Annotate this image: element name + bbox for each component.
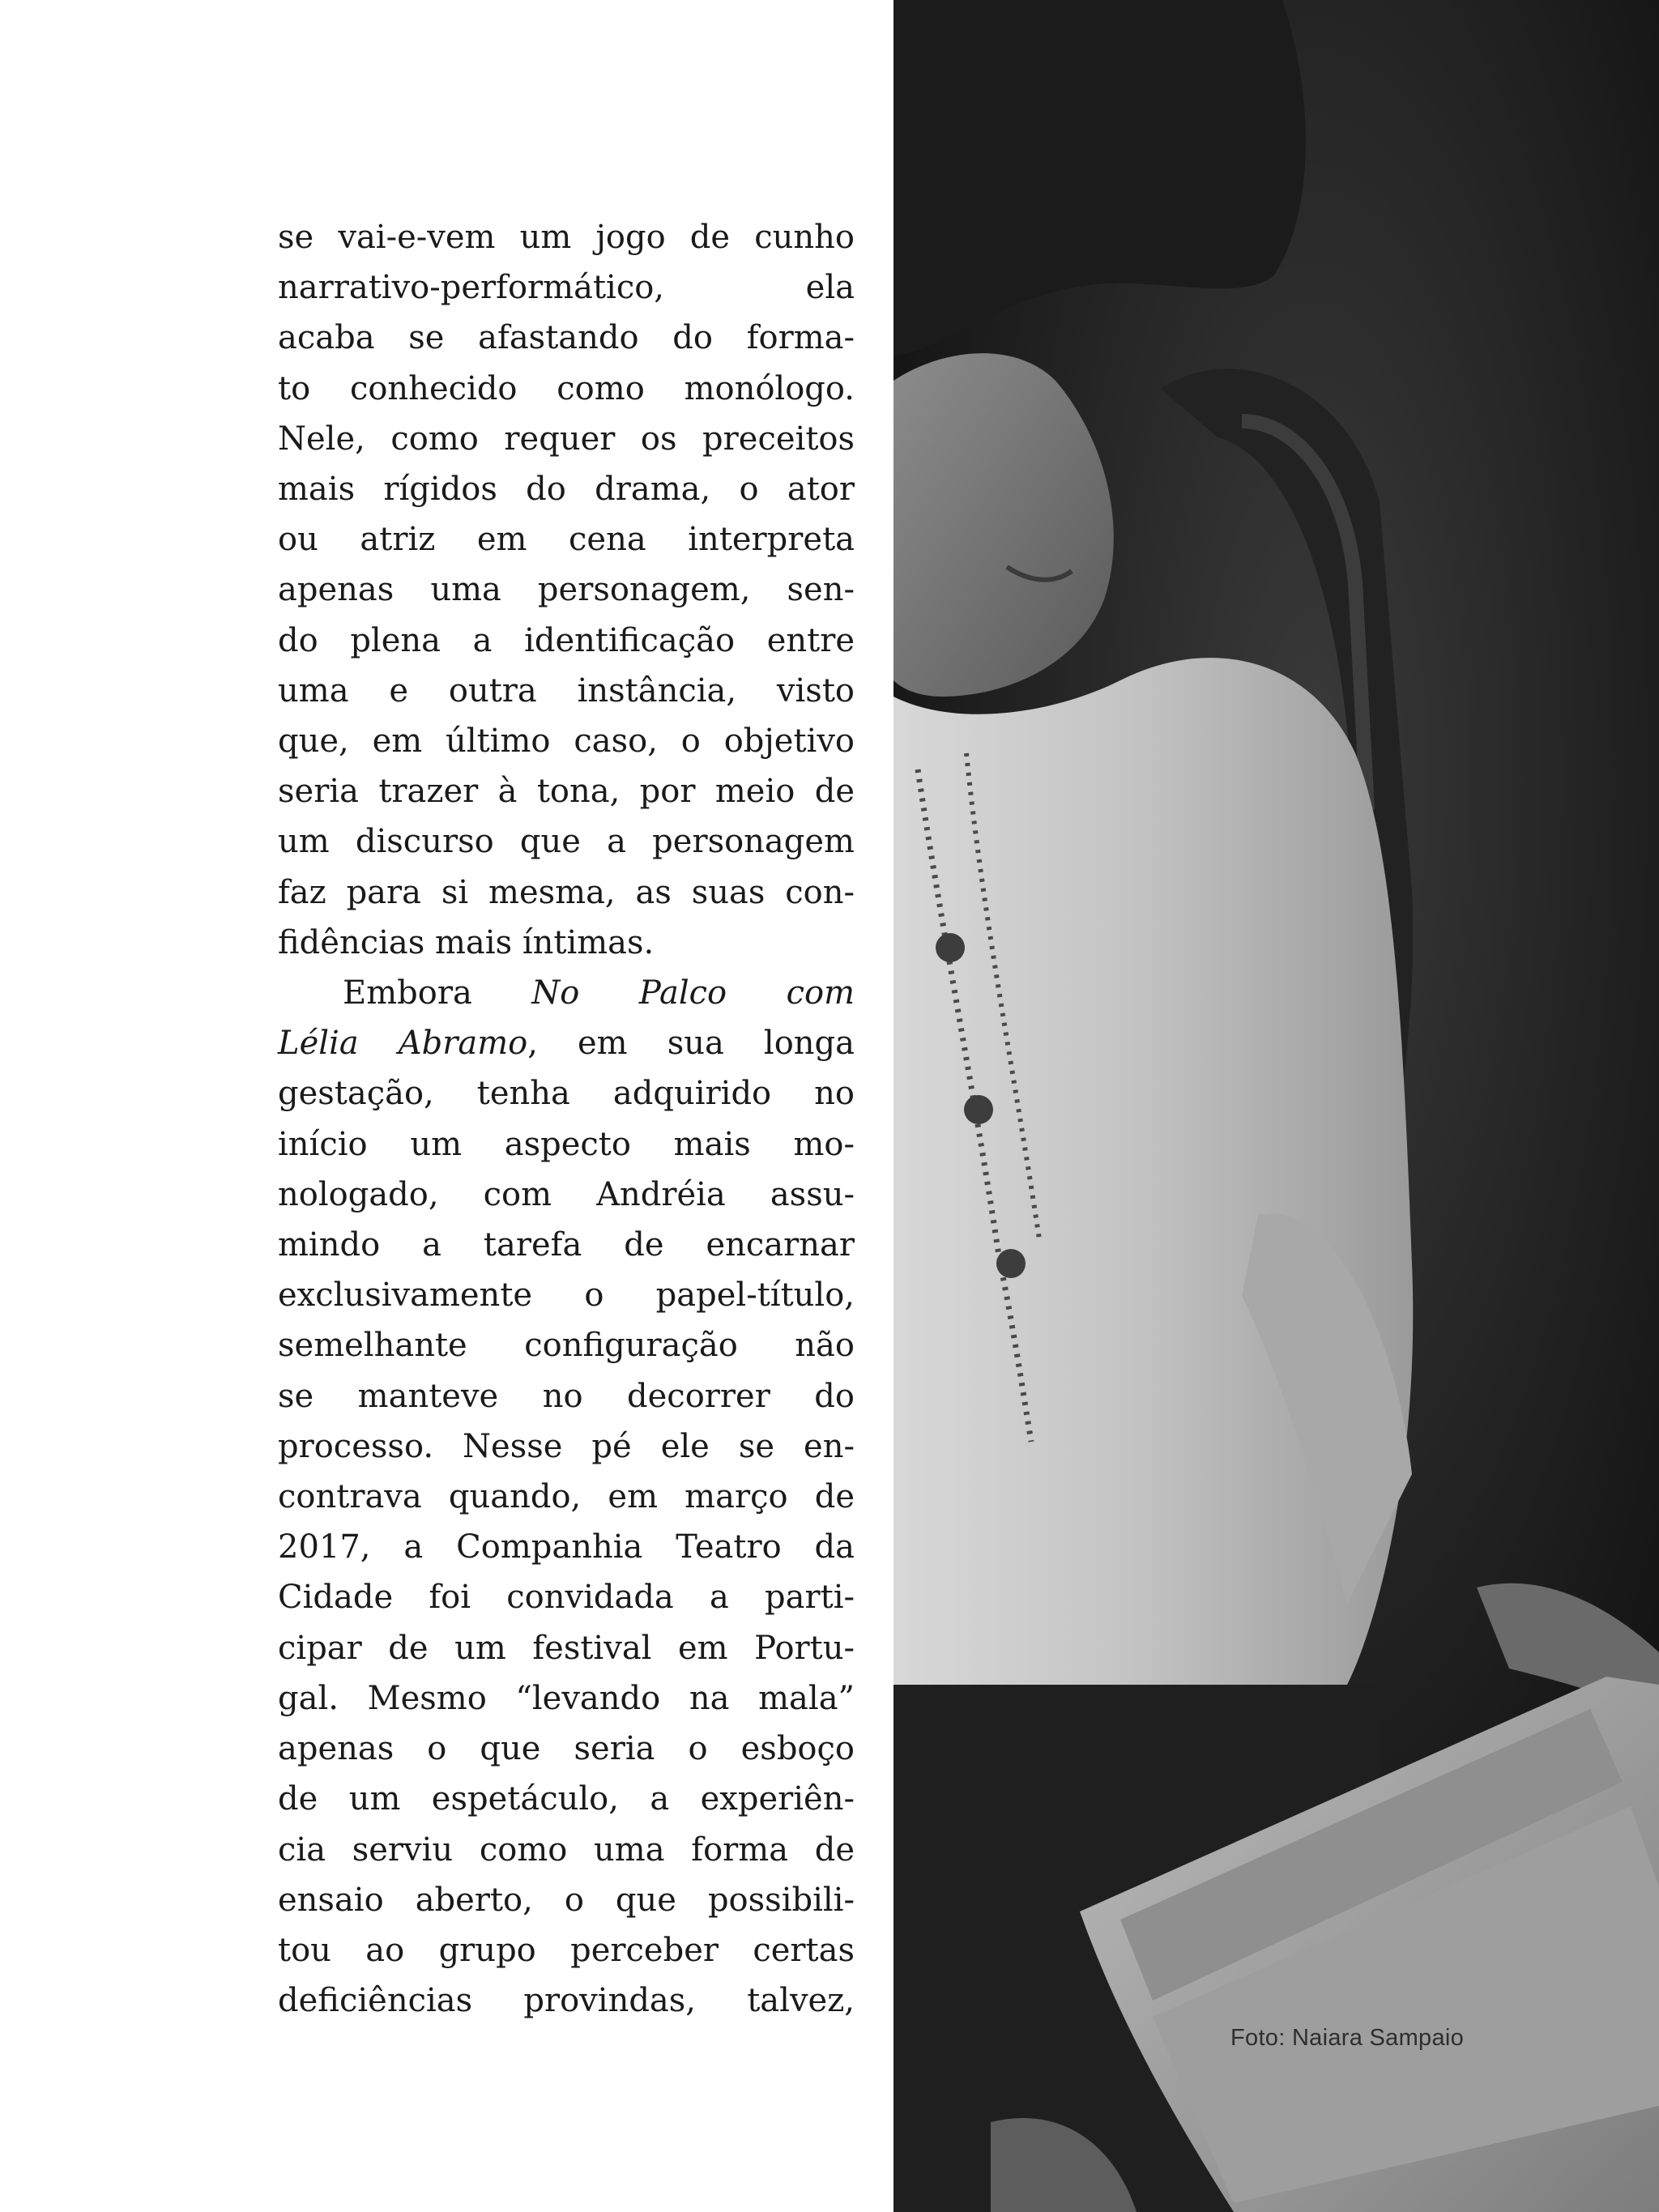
text-line: cia serviu como uma forma de: [278, 1831, 855, 1869]
text-line: apenas o que seria o esboço: [278, 1730, 855, 1768]
text-line: de um espetáculo, a experiên-: [278, 1780, 855, 1818]
embroidery-flower: [936, 933, 965, 962]
text-line: mais rígidos do drama, o ator: [278, 471, 855, 509]
text-line: exclusivamente o papel-título,: [278, 1276, 855, 1315]
text-line: fidências mais íntimas.: [278, 923, 655, 961]
paragraph-1: [278, 212, 855, 968]
text-line: Cidade foi convidada a parti-: [278, 1579, 855, 1617]
text-line: semelhante configuração não: [278, 1327, 855, 1365]
work-title-italic: No Palco com: [531, 974, 855, 1012]
text-line: se vai-e-vem um jogo de cunho: [278, 219, 855, 256]
text-fragment: , em sua longa: [527, 1025, 855, 1063]
text-line: ensaio aberto, o que possibili-: [278, 1881, 855, 1919]
text-line: início um aspecto mais mo-: [278, 1125, 855, 1163]
paragraph-2: [278, 968, 855, 2026]
body-text-column: [278, 212, 855, 2026]
text-line: 2017, a Companhia Teatro da: [278, 1528, 855, 1566]
work-title-italic: Lélia Abramo: [278, 1025, 528, 1063]
text-line: [278, 1018, 855, 1068]
text-line: to conhecido como monólogo.: [278, 369, 855, 407]
text-line: processo. Nesse pé ele se en-: [278, 1427, 855, 1465]
text-line: mindo a tarefa de encarnar: [278, 1226, 855, 1264]
text-line: deficiências provindas, talvez,: [278, 1982, 855, 2020]
text-line: um discurso que a personagem: [278, 823, 855, 861]
text-line: faz para si mesma, as suas con-: [278, 873, 855, 911]
text-line: gestação, tenha adquirido no: [278, 1075, 855, 1113]
text-line: se manteve no decorrer do: [278, 1377, 855, 1415]
text-line: acaba se afastando do forma-: [278, 319, 855, 357]
text-line: tou ao grupo perceber certas: [278, 1931, 855, 1969]
text-line: cipar de um festival em Portu-: [278, 1629, 855, 1667]
text-line: do plena a identificação entre: [278, 621, 855, 659]
text-line: [278, 968, 855, 1018]
text-fragment: Embora: [343, 974, 472, 1012]
text-line: narrativo-performático, ela: [278, 269, 855, 307]
text-line: seria trazer à tona, por meio de: [278, 773, 855, 811]
text-line: contrava quando, em março de: [278, 1478, 855, 1516]
text-line: apenas uma personagem, sen-: [278, 571, 855, 609]
text-line: que, em último caso, o objetivo: [278, 722, 855, 761]
photo-credit: Foto: Naiara Sampaio: [1230, 2025, 1465, 2051]
text-line: ou atriz em cena interpreta: [278, 521, 855, 559]
embroidery-flower: [996, 1249, 1026, 1278]
embroidery-flower: [964, 1095, 993, 1124]
text-line: Nele, como requer os preceitos: [278, 420, 855, 458]
photo-illustration: [893, 0, 1659, 2212]
text-line: gal. Mesmo “levando na mala”: [278, 1679, 855, 1717]
photo-woman-with-album: [893, 0, 1659, 2212]
text-line: nologado, com Andréia assu-: [278, 1175, 855, 1213]
text-line: uma e outra instância, visto: [278, 671, 855, 710]
